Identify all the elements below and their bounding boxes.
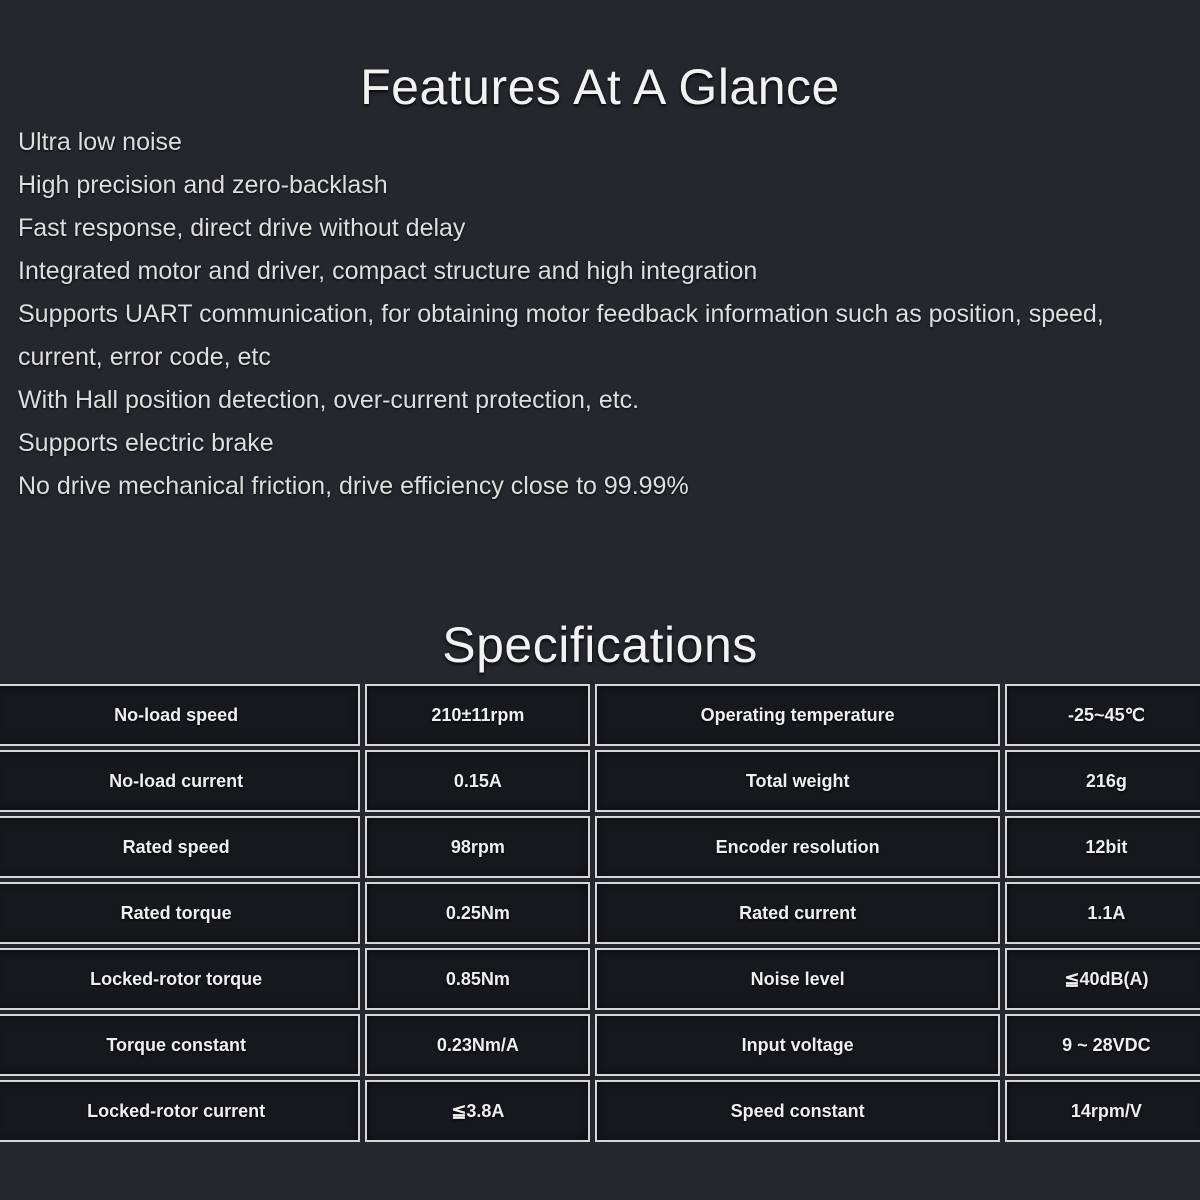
spec-label-cell: Rated current [595, 882, 999, 944]
spec-value-cell: ≦3.8A [365, 1080, 590, 1142]
spec-label-cell: Rated speed [0, 816, 360, 878]
spec-value-cell: 12bit [1005, 816, 1200, 878]
feature-line: Fast response, direct drive without delay [18, 214, 466, 242]
feature-line: High precision and zero-backlash [18, 171, 388, 199]
spec-value-cell: 216g [1005, 750, 1200, 812]
feature-line: Supports electric brake [18, 429, 274, 457]
spec-label-cell: Torque constant [0, 1014, 360, 1076]
feature-line: With Hall position detection, over-current protection, etc. [18, 386, 640, 414]
feature-line: Supports UART communication, for obtaining motor feedback information such as position, speed, [18, 300, 1104, 328]
spec-label-cell: Noise level [595, 948, 999, 1010]
spec-value-cell: 14rpm/V [1005, 1080, 1200, 1142]
feature-line: Ultra low noise [18, 128, 182, 156]
spec-label-cell: No-load speed [0, 684, 360, 746]
spec-value-cell: 210±11rpm [365, 684, 590, 746]
feature-line: Integrated motor and driver, compact structure and high integration [18, 257, 758, 285]
feature-line: current, error code, etc [18, 343, 271, 371]
features-title: Features At A Glance [360, 59, 840, 115]
feature-line: No drive mechanical friction, drive efficiency close to 99.99% [18, 472, 689, 500]
spec-value-cell: 98rpm [365, 816, 590, 878]
specifications-title: Specifications [442, 617, 758, 673]
features-list [18, 121, 1190, 508]
spec-value-cell: 0.25Nm [365, 882, 590, 944]
spec-label-cell: No-load current [0, 750, 360, 812]
spec-value-cell: 1.1A [1005, 882, 1200, 944]
spec-value-cell: -25~45℃ [1005, 684, 1200, 746]
spec-label-cell: Encoder resolution [595, 816, 999, 878]
spec-value-cell: 0.15A [365, 750, 590, 812]
spec-label-cell: Locked-rotor torque [0, 948, 360, 1010]
spec-label-cell: Rated torque [0, 882, 360, 944]
spec-value-cell: ≦40dB(A) [1005, 948, 1200, 1010]
spec-label-cell: Speed constant [595, 1080, 999, 1142]
spec-label-cell: Input voltage [595, 1014, 999, 1076]
spec-value-cell: 0.23Nm/A [365, 1014, 590, 1076]
spec-label-cell: Operating temperature [595, 684, 999, 746]
spec-table [0, 684, 1200, 1142]
spec-value-cell: 0.85Nm [365, 948, 590, 1010]
spec-label-cell: Total weight [595, 750, 999, 812]
spec-value-cell: 9 ~ 28VDC [1005, 1014, 1200, 1076]
spec-label-cell: Locked-rotor current [0, 1080, 360, 1142]
